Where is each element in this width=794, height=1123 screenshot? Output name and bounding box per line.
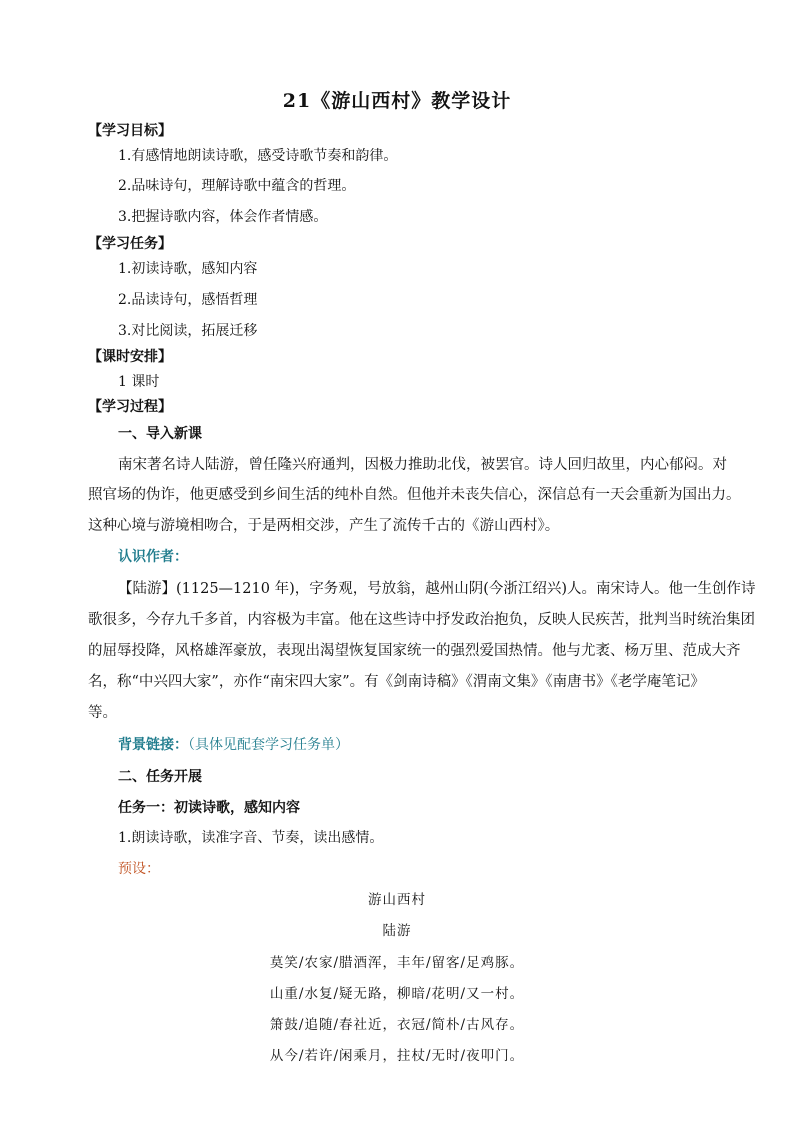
poem-line: 从今/若许/闲乘月，拄杖/无时/夜叩门。 <box>269 1048 525 1064</box>
author-line: 的屈辱投降，风格雄浑豪放，表现出渴望恢复国家统一的强烈爱国热情。他与尤袤、杨万里、范成大齐 <box>88 643 741 659</box>
schedule-heading: 【课时安排】 <box>88 349 172 365</box>
task1-step: 1.朗读诗歌，读准字音、节奏，读出感情。 <box>118 830 384 846</box>
intro-line: 照官场的伪诈，他更感受到乡间生活的纯朴自然。但他并未丧失信心，深信总有一天会重新为国出力。 <box>88 487 741 503</box>
author-label: 认识作者： <box>118 549 188 565</box>
task-item: 3.对比阅读，拓展迁移 <box>118 323 258 339</box>
author-line: 歌很多，今存九千多首，内容极为丰富。他在这些诗中抒发政治抱负，反映人民疾苦，批判当时统治集团 <box>88 612 755 628</box>
intro-line: 这种心境与游境相吻合，于是两相交涉，产生了流传千古的《游山西村》。 <box>88 518 560 534</box>
background-link <box>118 735 349 755</box>
poem-title: 游山西村 <box>368 892 426 908</box>
tasks-heading: 【学习任务】 <box>88 236 172 252</box>
task1-heading: 任务一：初读诗歌，感知内容 <box>118 800 300 816</box>
poem-author: 陆游 <box>382 923 412 939</box>
process-heading: 【学习过程】 <box>88 399 172 415</box>
poem-line: 箫鼓/追随/春社近，衣冠/简朴/古风存。 <box>269 1017 525 1033</box>
objectives-heading: 【学习目标】 <box>88 123 172 139</box>
intro-line: 南宋著名诗人陆游，曾任隆兴府通判，因极力推助北伐，被罢官。诗人回归故里，内心郁闷。对 <box>118 457 727 473</box>
task-item: 2.品读诗句，感悟哲理 <box>118 292 258 308</box>
part1-heading: 一、导入新课 <box>118 426 202 442</box>
poem-line: 莫笑/农家/腊酒浑，丰年/留客/足鸡豚。 <box>269 955 525 971</box>
objective-item: 1.有感情地朗读诗歌，感受诗歌节奏和韵律。 <box>118 148 398 164</box>
author-line: 【陆游】(1125—1210 年)，字务观，号放翁，越州山阴(今浙江绍兴)人。南宋诗人。他一生创作诗 <box>118 581 756 597</box>
objective-item: 3.把握诗歌内容，体会作者情感。 <box>118 209 328 225</box>
poem-line: 山重/水复/疑无路，柳暗/花明/又一村。 <box>269 986 525 1002</box>
author-line: 等。 <box>88 705 117 721</box>
objective-item: 2.品味诗句，理解诗歌中蕴含的哲理。 <box>118 178 356 194</box>
background-note: （具体见配套学习任务单） <box>188 737 349 753</box>
task-item: 1.初读诗歌，感知内容 <box>118 261 258 277</box>
document-title: 21《游山西村》教学设计 <box>282 90 512 112</box>
part2-heading: 二、任务开展 <box>118 769 202 785</box>
author-line: 名，称“中兴四大家”，亦作“南宋四大家”。有《剑南诗稿》《渭南文集》《南唐书》《老学庵笔记》 <box>88 674 705 690</box>
schedule-value: 1 课时 <box>118 374 160 390</box>
background-label: 背景链接： <box>118 737 188 753</box>
preset-label: 预设： <box>118 861 160 877</box>
